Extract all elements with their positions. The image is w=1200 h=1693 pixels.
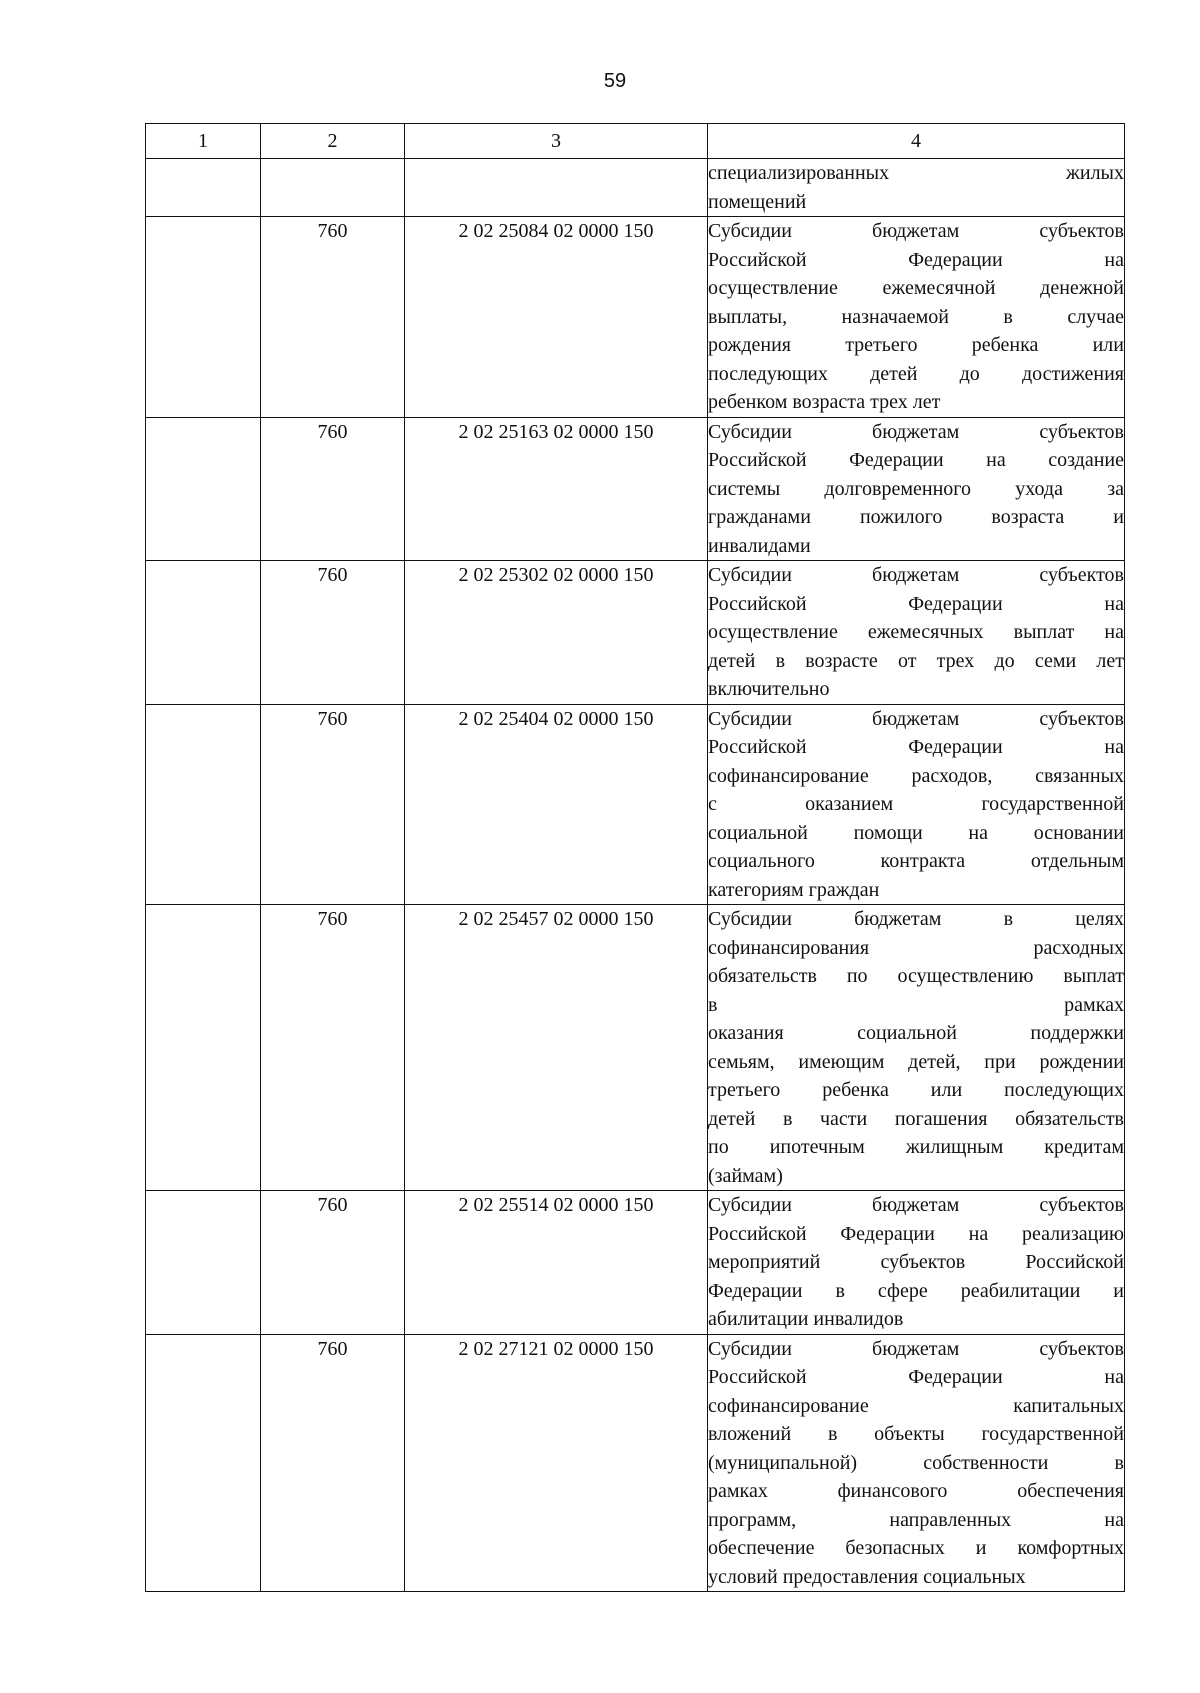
page-number: 59 <box>603 70 627 92</box>
header-col-1: 1 <box>146 124 261 159</box>
description-line: Субсидии бюджетам субъектов <box>708 707 1124 730</box>
cell-budget-code: 2 02 25404 02 0000 150 <box>405 704 708 905</box>
cell-admin-code: 760 <box>261 1191 405 1335</box>
description-line: третьего ребенка или последующих <box>708 1079 1124 1101</box>
description-line: категориям граждан <box>708 878 880 901</box>
description-line: Субсидии бюджетам в целях <box>708 908 1124 930</box>
description-line: софинансирование капитальных <box>708 1394 1124 1417</box>
description-line: обеспечение безопасных и комфортных <box>708 1537 1124 1559</box>
table-row <box>146 561 1125 705</box>
table-row <box>146 1334 1125 1592</box>
cell-col-1 <box>146 561 261 705</box>
cell-description <box>708 1191 1125 1335</box>
cell-col-1 <box>146 704 261 905</box>
description-line: софинансирование расходов, связанных <box>708 764 1124 787</box>
description-line: обязательств по осуществлению выплат <box>708 965 1124 987</box>
header-col-4: 4 <box>708 124 1125 159</box>
description-line: софинансирования расходных <box>708 936 1124 959</box>
description-line: осуществление ежемесячных выплат на <box>708 621 1124 643</box>
table-row <box>146 417 1125 561</box>
description-line: программ, направленных на <box>708 1508 1124 1531</box>
description-line: условий предоставления социальных <box>708 1565 1026 1588</box>
description-line: Субсидии бюджетам субъектов <box>708 1337 1124 1360</box>
description-line: гражданами пожилого возраста и <box>708 506 1124 528</box>
description-line: оказания социальной поддержки <box>708 1022 1124 1044</box>
cell-admin-code: 760 <box>261 217 405 418</box>
description-line: рамках финансового обеспечения <box>708 1480 1124 1502</box>
cell-admin-code: 760 <box>261 561 405 705</box>
description-line: помещений <box>708 190 807 213</box>
table-header-row <box>146 124 1125 159</box>
cell-budget-code: 2 02 27121 02 0000 150 <box>405 1334 708 1592</box>
description-line: мероприятий субъектов Российской <box>708 1251 1124 1273</box>
description-line: детей в части погашения обязательств <box>708 1107 1124 1130</box>
description-line: (муниципальной) собственности в <box>708 1451 1124 1474</box>
table-row <box>146 217 1125 418</box>
cell-description <box>708 159 1125 217</box>
description-line: в рамках <box>708 993 1124 1016</box>
table-row <box>146 159 1125 217</box>
description-line: последующих детей до достижения <box>708 362 1124 385</box>
header-col-2: 2 <box>261 124 405 159</box>
budget-table <box>145 123 1125 1592</box>
description-line: социального контракта отдельным <box>708 850 1124 872</box>
cell-admin-code: 760 <box>261 1334 405 1592</box>
cell-admin-code: 760 <box>261 704 405 905</box>
description-line: Субсидии бюджетам субъектов <box>708 1194 1124 1216</box>
description-line: Российской Федерации на реализацию <box>708 1222 1124 1245</box>
description-line: осуществление ежемесячной денежной <box>708 277 1124 299</box>
description-line: специализированных жилых <box>708 162 1124 184</box>
description-line: выплаты, назначаемой в случае <box>708 305 1124 328</box>
cell-admin-code: 760 <box>261 905 405 1191</box>
description-line: абилитации инвалидов <box>708 1308 904 1330</box>
description-line: Субсидии бюджетам субъектов <box>708 220 1124 242</box>
description-line: детей в возрасте от трех до семи лет <box>708 649 1124 672</box>
cell-col-1 <box>146 1334 261 1592</box>
header-col-3: 3 <box>405 124 708 159</box>
cell-description <box>708 217 1125 418</box>
cell-col-1 <box>146 159 261 217</box>
description-line: Российской Федерации на <box>708 1366 1124 1388</box>
description-line: Российской Федерации на создание <box>708 449 1124 471</box>
description-line: социальной помощи на основании <box>708 821 1124 844</box>
table-row <box>146 1191 1125 1335</box>
description-line: Российской Федерации на <box>708 592 1124 615</box>
cell-budget-code: 2 02 25457 02 0000 150 <box>405 905 708 1191</box>
cell-admin-code: 760 <box>261 417 405 561</box>
cell-admin-code <box>261 159 405 217</box>
description-line: Субсидии бюджетам субъектов <box>708 420 1124 443</box>
description-line: с оказанием государственной <box>708 793 1124 815</box>
description-line: (займам) <box>708 1164 783 1187</box>
description-line: рождения третьего ребенка или <box>708 334 1124 356</box>
cell-description <box>708 417 1125 561</box>
cell-col-1 <box>146 417 261 561</box>
cell-description <box>708 561 1125 705</box>
description-line: вложений в объекты государственной <box>708 1423 1124 1445</box>
cell-budget-code: 2 02 25084 02 0000 150 <box>405 217 708 418</box>
description-line: инвалидами <box>708 534 811 557</box>
description-line: семьям, имеющим детей, при рождении <box>708 1050 1124 1073</box>
description-line: по ипотечным жилищным кредитам <box>708 1136 1124 1158</box>
table-row <box>146 905 1125 1191</box>
cell-description <box>708 704 1125 905</box>
cell-budget-code: 2 02 25302 02 0000 150 <box>405 561 708 705</box>
table-row <box>146 704 1125 905</box>
description-line: Федерации в сфере реабилитации и <box>708 1279 1124 1302</box>
description-line: ребенком возраста трех лет <box>708 391 941 413</box>
cell-budget-code: 2 02 25163 02 0000 150 <box>405 417 708 561</box>
cell-budget-code <box>405 159 708 217</box>
description-line: включительно <box>708 678 830 700</box>
description-line: системы долговременного ухода за <box>708 477 1124 500</box>
cell-col-1 <box>146 905 261 1191</box>
description-line: Российской Федерации на <box>708 736 1124 758</box>
cell-col-1 <box>146 1191 261 1335</box>
cell-description <box>708 905 1125 1191</box>
cell-budget-code: 2 02 25514 02 0000 150 <box>405 1191 708 1335</box>
cell-description <box>708 1334 1125 1592</box>
cell-col-1 <box>146 217 261 418</box>
description-line: Субсидии бюджетам субъектов <box>708 564 1124 586</box>
description-line: Российской Федерации на <box>708 248 1124 271</box>
